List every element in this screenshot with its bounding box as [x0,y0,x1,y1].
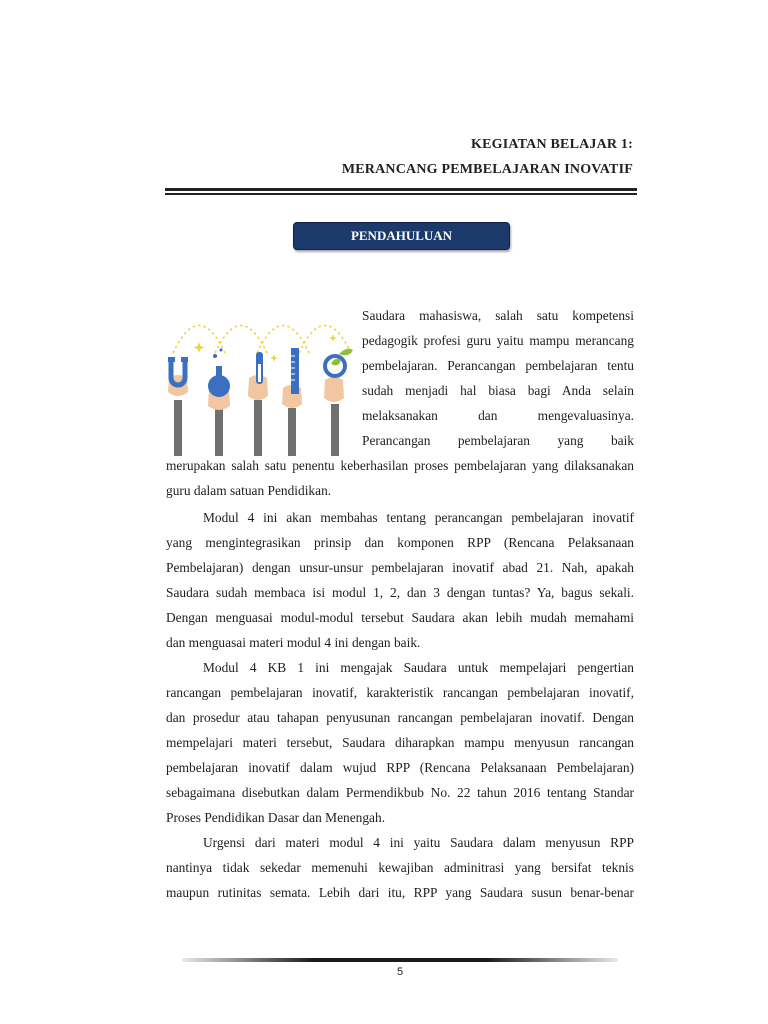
paragraph-line: rancangan pembelajaran inovatif, karakteristik rancangan pembelajaran inovatif, [166,685,634,700]
paragraph-line: Dengan menguasai modul-modul tersebut Saudara akan lebih mudah memahami [166,610,634,625]
paragraph-line: sebagaimana disebutkan dalam Permendikbub No. 22 tahun 2016 tentang Standar [166,785,634,800]
paragraph-line: dan menguasai materi modul 4 ini dengan baik. [166,635,421,650]
paragraph-line: Saudara mahasiswa, salah satu kompetensi [362,308,634,323]
paragraph-line: merupakan salah satu penentu keberhasilan proses pembelajaran yang dilaksanakan [166,458,634,473]
paragraph-line: Modul 4 ini akan membahas tentang perancangan pembelajaran inovatif [203,510,634,525]
intro-paragraph-full [166,453,634,503]
paragraph-line: nantinya tidak sekedar memenuhi kewajiban adminitrasi yang bersifat teknis [166,860,634,875]
header-rule [165,188,637,191]
paragraph-line: pembelajaran. Perancangan pembelajaran tentu [362,358,634,373]
paragraph-line: Modul 4 KB 1 ini mengajak Saudara untuk mempelajari pengertian [203,660,634,675]
header-rule-secondary [165,193,637,195]
science-hands-icon [163,308,358,456]
paragraph-line: Urgensi dari materi modul 4 ini yaitu Saudara dalam menyusun RPP [203,835,634,850]
footer-rule [182,958,618,962]
paragraph-line: sudah menjadi hal biasa bagi Anda selain [362,383,634,398]
paragraph-line: melaksanakan dan mengevaluasinya. [362,408,634,423]
chapter-subtitle: MERANCANG PEMBELAJARAN INOVATIF [341,162,633,177]
chapter-title: KEGIATAN BELAJAR 1: [471,137,633,152]
paragraph-line: mempelajari materi tersebut, Saudara diharapkan mampu menyusun rancangan [166,735,634,750]
section-heading-badge: PENDAHULUAN [293,222,510,250]
paragraph-modul-4 [166,505,634,655]
paragraph-line: dan prosedur atau tahapan penyusunan rancangan pembelajaran inovatif. Dengan [166,710,634,725]
paragraph-line: Perancangan pembelajaran yang baik [362,433,634,448]
paragraph-line: guru dalam satuan Pendidikan. [166,483,332,498]
paragraph-line: Proses Pendidikan Dasar dan Menengah. [166,810,386,825]
paragraph-line: pembelajaran inovatif dalam wujud RPP (Rencana Pelaksanaan Pembelajaran) [166,760,634,775]
paragraph-line: Pembelajaran) dengan unsur-unsur pembelajaran inovatif abad 21. Nah, apakah [166,560,634,575]
paragraph-line: maupun rutinitas semata. Lebih dari itu, RPP yang Saudara susun benar-benar [166,885,634,900]
paragraph-line: yang mengintegrasikan prinsip dan komponen RPP (Rencana Pelaksanaan [166,535,634,550]
page-number: 5 [396,966,404,978]
paragraph-line: pedagogik profesi guru yaitu mampu merancang [362,333,634,348]
paragraph-line: Saudara sudah membaca isi modul 1, 2, dan 3 dengan tuntas? Ya, bagus sekali. [166,585,634,600]
paragraph-kb1 [166,655,634,830]
intro-paragraph-wrapped [362,303,634,453]
paragraph-urgensi [166,830,634,905]
